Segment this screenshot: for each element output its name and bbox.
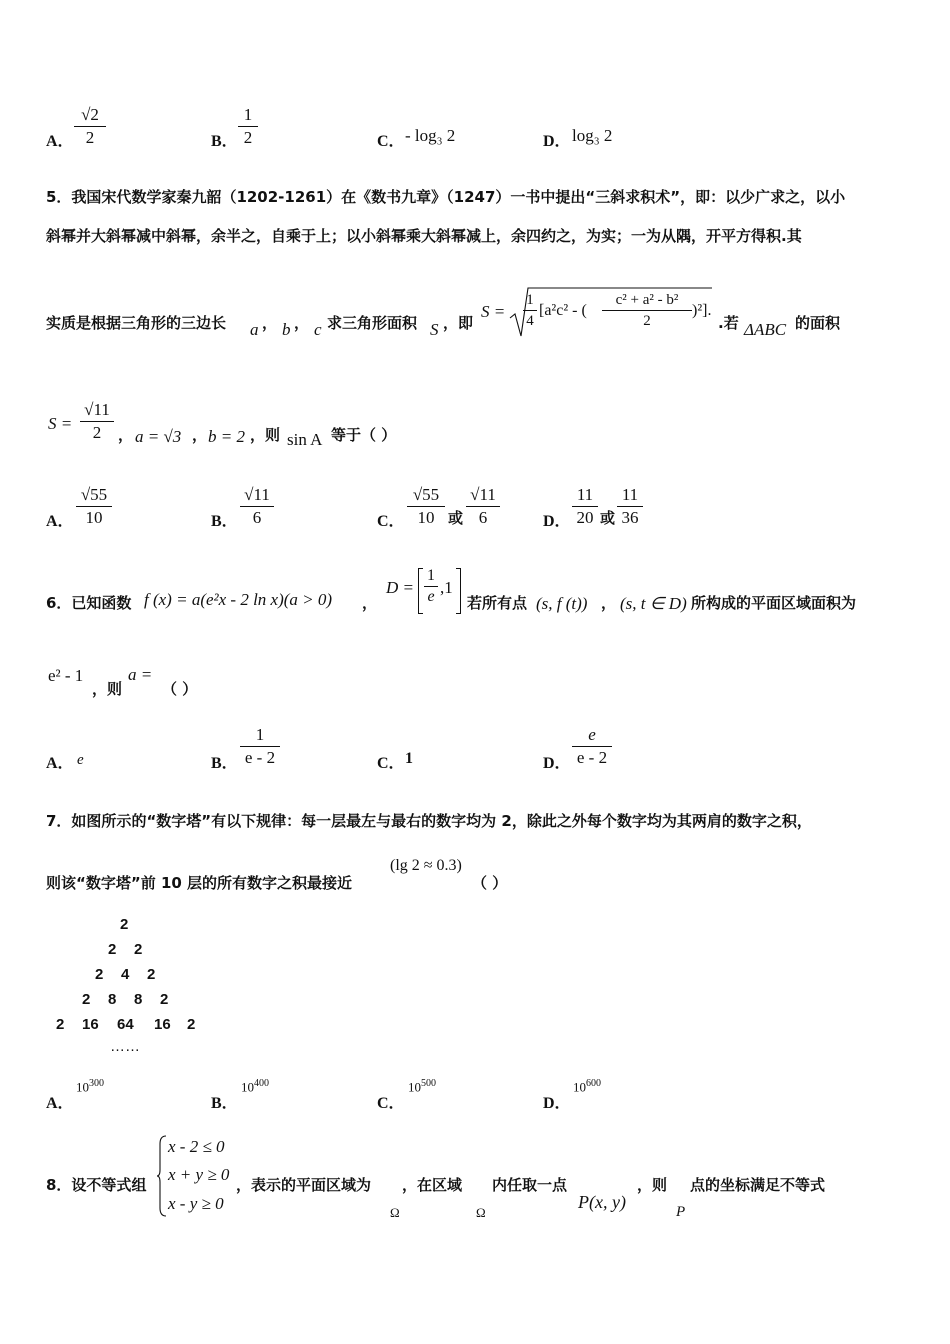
q5-var-a: a bbox=[250, 320, 259, 339]
q5-var-b: b bbox=[282, 320, 291, 339]
tower-cell: 2 bbox=[82, 991, 91, 1008]
tower-cell: 2 bbox=[160, 991, 169, 1008]
q8-point: P(x, y) bbox=[578, 1192, 626, 1212]
tower-cell: 2 bbox=[95, 966, 104, 983]
q8-intro: 8．设不等式组 bbox=[46, 1176, 147, 1194]
q5-text-end: 等于（ ） bbox=[331, 426, 397, 444]
q7-hint: (lg 2 ≈ 0.3) bbox=[390, 857, 462, 874]
right-bracket-icon bbox=[456, 568, 461, 614]
q6-points-text: 若所有点 bbox=[467, 594, 528, 612]
q5-formula-lhs: S = bbox=[481, 302, 506, 321]
q8-omega-2: Ω bbox=[476, 1205, 486, 1220]
q5-formula-fraction: c² + a² - b² 2 bbox=[602, 290, 692, 331]
q5-formula-body: [a²c² - ( bbox=[539, 302, 587, 319]
q8-ineq-1: x - 2 ≤ 0 bbox=[168, 1137, 225, 1156]
q5-option-b-value: √11 6 bbox=[240, 484, 274, 529]
tower-cell: 2 bbox=[120, 916, 129, 933]
q6-condition: (s, t ∈ D) bbox=[620, 594, 687, 613]
q6-then: ，则 bbox=[92, 680, 123, 698]
left-brace-icon bbox=[156, 1134, 168, 1218]
q4-option-c-label: C． bbox=[377, 133, 405, 150]
tower-cell: 2 bbox=[187, 1016, 196, 1033]
tower-cell: 2 bbox=[134, 941, 143, 958]
q7-option-b-label: B． bbox=[211, 1095, 238, 1112]
exam-page: A． √2 2 B． 1 2 C． - log₃ 2 D． log₃ 2 5．我国宋代数学家秦九韶（1202-1261）在《数书九章》（1247）一书中提出“三斜求积术”，即：以少广求之，以小 斜幂并大斜幂减中斜幂，余半之，自乘于上；以小斜幂乘大斜幂减上，余四约之，为实；一为从隅，开平方得积.其 实质是根据三角形的三边长 a ， b ， c 求三角形面积 S ，即 S = 1 4 [a²c² - ( c² + a² - b² 2 )²]. .若 ΔABC 的面积 S = √11 2 ， a = √3 ， b = 2 ，则 sin A 等于（ ） A． √55 10 B． √11 6 C． √55 10 或 √11 6 D． 11 20 或 11 36 6．已知函数 f (x) = a(e²x - 2 ln x)(a > 0) ， D = 1 e ,1 若所有点 (s, f (t)) ， (s, t ∈ D) 所构成的平面区域面积为 e² - 1 ，则 a = （ ） A． e B． 1 e - 2 C． 1 D． e e - 2 7．如图所示的“数字塔”有以下规律：每一层最左与最右的数字均为 2，除此之外每个数字均为其两肩的数字之积， 则该“数字塔”前 10 层的所有数字之积最接近 (lg 2 ≈ 0.3) （ ） 2 2 2 2 4 2 2 8 8 2 2 16 64 16 2 …… A． $10^{300}$ B． $10^{400}$ C． $10^{500}$ D． $10^{600}$ 8．设不等式组 x - 2 ≤ 0 x + y ≥ 0 x - y ≥ 0 ，表示的平面区域为 Ω ，在区域 Ω 内任取一点 P(x, y) ，则 P 点的坐标满足不等式 bbox=[46, 105, 857, 1220]
q5-option-a-value: √55 10 bbox=[76, 484, 112, 529]
q7-text-line1: 7．如图所示的“数字塔”有以下规律：每一层最左与最右的数字均为 2，除此之外每个数字均为其两肩的数字之积， bbox=[46, 812, 812, 830]
q5-option-c-label: C． bbox=[377, 513, 405, 530]
q5-option-a-label: A． bbox=[46, 513, 74, 530]
q6-option-a-label: A． bbox=[46, 755, 74, 772]
q6-domain-frac: 1 e bbox=[424, 566, 438, 607]
q5-option-d-value1: 11 20 bbox=[572, 484, 598, 529]
q5-formula-tail: )²]. bbox=[692, 302, 712, 319]
q4-option-d-value: log₃ 2 bbox=[572, 126, 613, 145]
tower-cell: 16 bbox=[154, 1016, 171, 1033]
q5-option-c-value2: √11 6 bbox=[466, 484, 500, 529]
q5-option-d-label: D． bbox=[543, 513, 571, 530]
q5-sinA: sin A bbox=[287, 430, 323, 449]
q6-point: (s, f (t)) bbox=[536, 594, 588, 613]
q7-option-d-value: $10^{600}$ bbox=[573, 1078, 601, 1095]
q7-option-d-label: D． bbox=[543, 1095, 571, 1112]
q6-option-d-label: D． bbox=[543, 755, 571, 772]
q5-text-line3c: ，即 bbox=[443, 314, 474, 332]
q6-option-c-label: C． bbox=[377, 755, 405, 772]
q8-text-1: ，表示的平面区域为 bbox=[236, 1176, 372, 1194]
q5-text-line1: 5．我国宋代数学家秦九韶（1202-1261）在《数书九章》（1247）一书中提出“三斜求积术”，即：以少广求之，以小 bbox=[46, 188, 846, 206]
q4-option-a-label: A． bbox=[46, 133, 74, 150]
tower-cell: 2 bbox=[108, 941, 117, 958]
q6-function: f (x) = a(e²x - 2 ln x)(a > 0) bbox=[144, 590, 333, 609]
q7-option-a-value: $10^{300}$ bbox=[76, 1078, 104, 1095]
q6-area: e² - 1 bbox=[48, 666, 84, 685]
q5-triangle: ΔABC bbox=[744, 320, 787, 339]
q5-given-S: √11 2 bbox=[80, 399, 114, 444]
q8-text-4: ，则 bbox=[637, 1176, 668, 1194]
tower-ellipsis: …… bbox=[110, 1038, 140, 1055]
q5-option-c-or: 或 bbox=[448, 509, 464, 527]
q5-option-d-value2: 11 36 bbox=[617, 484, 643, 529]
q5-option-d-or: 或 bbox=[600, 509, 616, 527]
q5-option-c-value1: √55 10 bbox=[407, 484, 445, 529]
q4-option-b-label: B． bbox=[211, 133, 238, 150]
q5-option-b-label: B． bbox=[211, 513, 238, 530]
tower-cell: 16 bbox=[82, 1016, 99, 1033]
q6-option-b-value: 1 e - 2 bbox=[240, 724, 280, 769]
q5-text-line2: 斜幂并大斜幂减中斜幂，余半之，自乘于上；以小斜幂乘大斜幂减上，余四约之，为实；一为从隅，开平方得积.其 bbox=[46, 227, 802, 245]
q4-option-d-label: D． bbox=[543, 133, 571, 150]
q5-var-S: S bbox=[430, 320, 439, 339]
tower-cell: 64 bbox=[117, 1016, 134, 1033]
q7-option-b-value: $10^{400}$ bbox=[241, 1078, 269, 1095]
q6-end-text: 所构成的平面区域面积为 bbox=[691, 594, 857, 612]
q6-ask: a = bbox=[128, 665, 153, 684]
tower-cell: 2 bbox=[56, 1016, 65, 1033]
q8-text-3: 内任取一点 bbox=[492, 1176, 568, 1194]
q6-option-a-value: e bbox=[77, 752, 84, 768]
q7-option-c-label: C． bbox=[377, 1095, 405, 1112]
q5-text-line3d: .若 bbox=[718, 314, 739, 332]
tower-cell: 2 bbox=[147, 966, 156, 983]
q6-option-b-label: B． bbox=[211, 755, 238, 772]
q6-option-d-value: e e - 2 bbox=[572, 724, 612, 769]
q8-ineq-2: x + y ≥ 0 bbox=[168, 1165, 230, 1184]
q5-text-then: ，则 bbox=[250, 426, 281, 444]
q6-domain-tail: ,1 bbox=[440, 578, 453, 597]
q6-paren: （ ） bbox=[162, 680, 198, 698]
q7-option-a-label: A． bbox=[46, 1095, 74, 1112]
q5-formula-quarter: 1 4 bbox=[523, 290, 537, 331]
q6-domain-lhs: D = bbox=[386, 578, 414, 597]
q6-intro: 6．已知函数 bbox=[46, 594, 132, 612]
q8-omega-1: Ω bbox=[390, 1205, 400, 1220]
q5-given-b: b = 2 bbox=[208, 427, 245, 446]
q8-p: P bbox=[676, 1204, 686, 1220]
tower-cell: 8 bbox=[134, 991, 143, 1008]
q7-option-c-value: $10^{500}$ bbox=[408, 1078, 436, 1095]
q7-text-line2: 则该“数字塔”前 10 层的所有数字之积最接近 bbox=[46, 874, 353, 892]
q4-option-a-value: √2 2 bbox=[74, 104, 106, 149]
left-bracket-icon bbox=[418, 568, 423, 614]
q5-text-line3a: 实质是根据三角形的三边长 bbox=[46, 314, 227, 332]
q5-given-a: a = √3 bbox=[135, 427, 182, 446]
q5-text-line3e: 的面积 bbox=[795, 314, 841, 332]
q6-option-c-value: 1 bbox=[405, 750, 413, 767]
q4-option-b-value: 1 2 bbox=[238, 104, 258, 149]
q8-text-2: ，在区域 bbox=[402, 1176, 463, 1194]
tower-cell: 8 bbox=[108, 991, 117, 1008]
q5-var-c: c bbox=[314, 320, 322, 339]
q5-text-line3b: 求三角形面积 bbox=[327, 314, 418, 332]
tower-cell: 4 bbox=[121, 966, 130, 983]
q7-paren: （ ） bbox=[472, 874, 508, 892]
q4-option-c-value: - log₃ 2 bbox=[405, 126, 456, 145]
q8-text-5: 点的坐标满足不等式 bbox=[690, 1176, 826, 1194]
q8-ineq-3: x - y ≥ 0 bbox=[168, 1194, 224, 1213]
